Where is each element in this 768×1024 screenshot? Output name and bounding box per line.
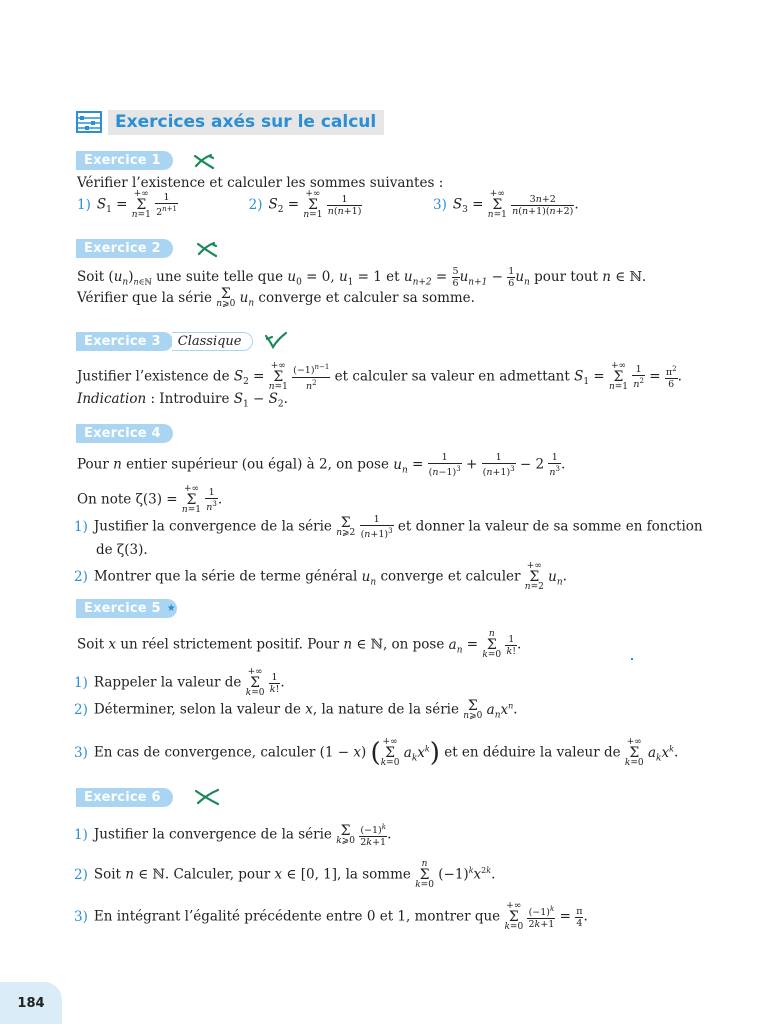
exercise-4-tag <box>76 423 173 443</box>
exercise-3-tag <box>76 331 253 351</box>
exercise-5-label: Exercice 5 <box>76 599 177 618</box>
check-mark-icon <box>196 240 220 258</box>
stray-dot <box>631 658 633 660</box>
exercise-5-tag <box>76 598 182 618</box>
exercise-2-tag <box>76 238 173 258</box>
check-mark-icon <box>193 152 217 170</box>
difficulty-star-icon: ★ <box>166 602 176 614</box>
exercise-3-line-1: Justifier l’existence de $S_2$ = +∞ Σ n=1 $\frac{(-1)^{n-1}}{n^2}$ et calculer sa valeur en admettant $S_1$ = +∞ Σ n=1 $\frac{1}{n^2}$ = $\frac{\pi^2}{6}$ . <box>77 361 682 392</box>
exercise-4-line-1: Pour n entier supérieur (ou égal) à 2, on pose $u_n$ = $\frac{1}{(n-1)^3}$ + $\frac{1}{(n+1)^3}$ − 2 $\frac{1}{n^3}$ . <box>77 452 566 479</box>
exercise-1-sums: 1) $S_1$ = +∞ Σ n=1 $\frac{1}{2^{n+1}}$ 2) $S_2$ = +∞ Σ n=1 $\frac{1}{n(n+1)}$ 3) $S_3$ = +∞ Σ n=1 $\frac{3n+2}{n(n+1)(n+2)}$ . <box>77 189 579 220</box>
section-heading <box>76 110 384 134</box>
exercise-6-tag <box>76 787 173 807</box>
exercise-1-intro: Vérifier l’existence et calculer les sommes suivantes : <box>77 175 444 191</box>
exercise-4-question-1: 1) Justifier la convergence de la série Σ n⩾2 $\frac{1}{(n+1)^3}$ et donner la valeur de sa somme en fonction <box>74 514 703 541</box>
exercise-2-line-1: Soit $(u_n)_{n\in ℕ}$ une suite telle que $u_0 = 0$, $u_1 = 1$ et $u_{n+2}$ = $\frac{5}{6}$ $u_{n+1}$ − $\frac{1}{6}$ $u_n$ pour tout n ∈ ℕ. <box>77 266 647 289</box>
exercise-5-question-1: 1) Rappeler la valeur de +∞ Σ k=0 $\frac{1}{k!}$ . <box>74 667 285 698</box>
exercise-6-question-1: 1) Justifier la convergence de la série Σ k⩾0 $\frac{(-1)^k}{2k+1}$ . <box>74 822 392 849</box>
exercise-3-note: Classique <box>172 332 253 351</box>
exercise-5-question-2: 2) Déterminer, selon la valeur de x, la nature de la série Σ n⩾0 $a_nx^n$. <box>74 697 518 721</box>
exercise-5-question-3: 3) En cas de convergence, calculer (1 − x) ( +∞ Σ k=0 $a_kx^k$) et en déduire la valeur de +∞ Σ k=0 $a_kx^k$. <box>74 737 679 768</box>
section-title: Exercices axés sur le calcul <box>108 110 384 135</box>
exercise-6-label: Exercice 6 <box>76 788 173 807</box>
check-mark-icon <box>194 788 222 806</box>
exercise-1-tag <box>76 150 173 170</box>
exercise-1-label: Exercice 1 <box>76 151 173 170</box>
exercise-6-question-2: 2) Soit n ∈ ℕ. Calculer, pour x ∈ [0, 1], la somme n Σ k=0 $(-1)^kx^{2k}$. <box>74 859 496 890</box>
exercise-4-line-2: On note ζ(3) = +∞ Σ n=1 $\frac{1}{n^3}$ . <box>77 484 223 515</box>
exercise-3-indication: Indication : Introduire $S_1 - S_2$. <box>77 391 288 410</box>
exercise-4-question-2: 2) Montrer que la série de terme général $u_n$ converge et calculer +∞ Σ n=2 $u_n$. <box>74 561 567 592</box>
exercise-3-label: Exercice 3 <box>76 332 173 351</box>
exercise-2-line-2: Vérifier que la série Σ n⩾0 $u_n$ converge et calculer sa somme. <box>77 286 475 309</box>
check-mark-icon <box>264 331 288 349</box>
page-number: 184 <box>0 982 62 1024</box>
exercise-2-label: Exercice 2 <box>76 239 173 258</box>
exercise-4-question-1-cont: de ζ(3). <box>96 542 148 558</box>
exercise-4-label: Exercice 4 <box>76 424 173 443</box>
exercise-6-question-3: 3) En intégrant l’égalité précédente entre 0 et 1, montrer que +∞ Σ k=0 $\frac{(-1)^k}{2k+1}$ = $\frac{\pi}{4}$ . <box>74 901 588 932</box>
abacus-icon <box>76 111 102 133</box>
exercise-5-line-1: Soit x un réel strictement positif. Pour n ∈ ℕ, on pose $a_n = n$ Σ k=0 $\frac{1}{k!}$ . <box>77 629 522 660</box>
